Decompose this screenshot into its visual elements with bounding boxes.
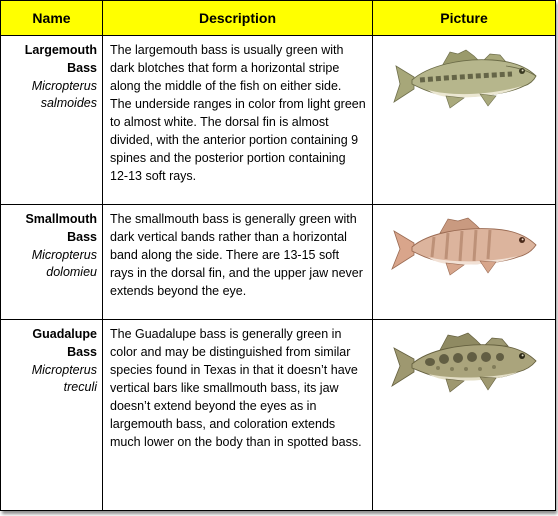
table-row: [1, 36, 556, 205]
scientific-name-line2: salmoides: [40, 96, 97, 110]
picture-cell: [373, 319, 556, 510]
guadalupe-bass-fish-icon: [384, 328, 544, 398]
header-row: [1, 1, 556, 36]
picture-cell: [373, 205, 556, 320]
header-description: Description: [103, 1, 373, 36]
smallmouth-bass-fish-icon: [384, 213, 544, 279]
picture-cell: [373, 36, 556, 205]
common-name-line1: Smallmouth: [25, 212, 97, 227]
scientific-name-line1: Micropterus: [31, 79, 97, 93]
description-cell: The smallmouth bass is generally green with dark vertical bands rather than a horizontal band along the side. There are 13-15 soft rays in the dorsal fin, and the upper jaw never extends beyond the eye.: [103, 205, 373, 320]
scientific-name-line2: treculi: [63, 379, 97, 394]
description-cell: The largemouth bass is usually green with dark blotches that form a horizontal stripe along the middle of the fish on either side. The underside ranges in color from light green to almost white. The dorsal fin is almost divided, with the anterior portion containing 9 spines and the posterior portion containing 12-13 soft rays.: [103, 36, 373, 205]
scientific-name-line1: Micropterus: [31, 248, 97, 263]
common-name-line2: Bass: [67, 61, 97, 75]
species-name-cell: [1, 319, 103, 510]
scientific-name-line1: Micropterus: [31, 362, 97, 377]
scientific-name-line2: dolomieu: [46, 265, 97, 280]
common-name-line2: Bass: [67, 230, 97, 245]
table-row: [1, 319, 556, 510]
largemouth-bass-fish-icon: [384, 44, 544, 116]
species-name-cell: [1, 36, 103, 205]
header-name: Name: [1, 1, 103, 36]
species-name-cell: [1, 205, 103, 320]
table-row: [1, 205, 556, 320]
common-name-line2: Bass: [67, 344, 97, 359]
common-name-line1: Guadalupe: [32, 326, 97, 341]
header-picture: Picture: [373, 1, 556, 36]
common-name-line1: Largemouth: [24, 43, 97, 57]
description-cell: The Guadalupe bass is generally green in color and may be distinguished from similar species found in Texas in that it doesn’t have vertical bars like smallmouth bass, its jaw doesn’t extend beyond the eyes as in largemouth bass, and coloration extends much lower on the body than in spotted bass.: [103, 319, 373, 510]
